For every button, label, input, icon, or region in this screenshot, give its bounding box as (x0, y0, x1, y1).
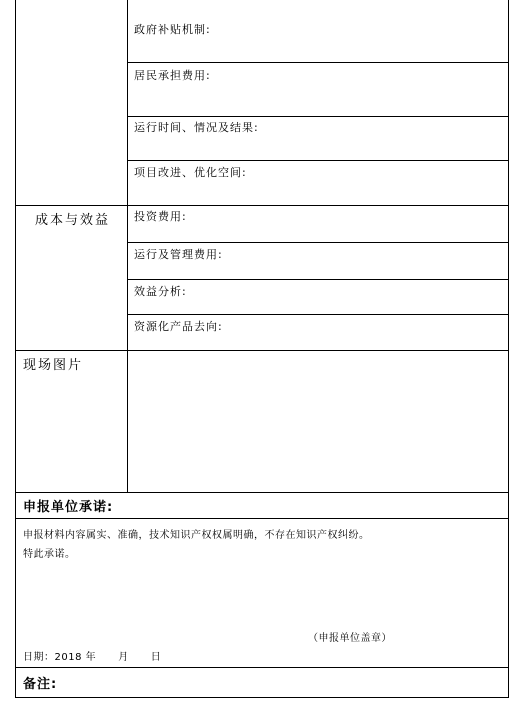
section-title-site-photos: 现场图片 (23, 358, 84, 373)
row-divider (127, 62, 509, 63)
date-line: 日期：2018 年 月 日 (23, 652, 162, 663)
section-title-cost-benefit: 成本与效益 (35, 213, 111, 228)
row-divider (127, 279, 509, 280)
section-divider (16, 667, 509, 668)
section-divider (16, 350, 509, 351)
column-divider (127, 0, 128, 492)
seal-note: （申报单位盖章） (308, 633, 392, 644)
row-label-operation: 运行时间、情况及结果: (134, 121, 259, 134)
section-divider (16, 518, 509, 519)
commitment-closing: 特此承诺。 (23, 549, 76, 560)
row-label-improvement: 项目改进、优化空间: (134, 166, 247, 179)
row-label-benefit-analysis: 效益分析: (134, 285, 187, 298)
commitment-statement: 申报材料内容属实、准确，技术知识产权权属明确，不存在知识产权纠纷。 (23, 530, 370, 541)
section-divider (16, 492, 509, 493)
row-label-subsidy: 政府补贴机制: (134, 23, 211, 36)
row-divider (127, 160, 509, 161)
remarks-heading: 备注: (23, 677, 58, 692)
row-label-resource-product: 资源化产品去向: (134, 320, 223, 333)
row-label-investment: 投资费用: (134, 210, 187, 223)
application-form-table (15, 0, 509, 698)
row-divider (127, 242, 509, 243)
commitment-heading: 申报单位承诺: (23, 500, 114, 515)
row-divider (127, 314, 509, 315)
row-divider (127, 116, 509, 117)
row-label-operation-cost: 运行及管理费用: (134, 248, 223, 261)
row-label-resident-cost: 居民承担费用: (134, 69, 211, 82)
section-divider (16, 205, 509, 206)
